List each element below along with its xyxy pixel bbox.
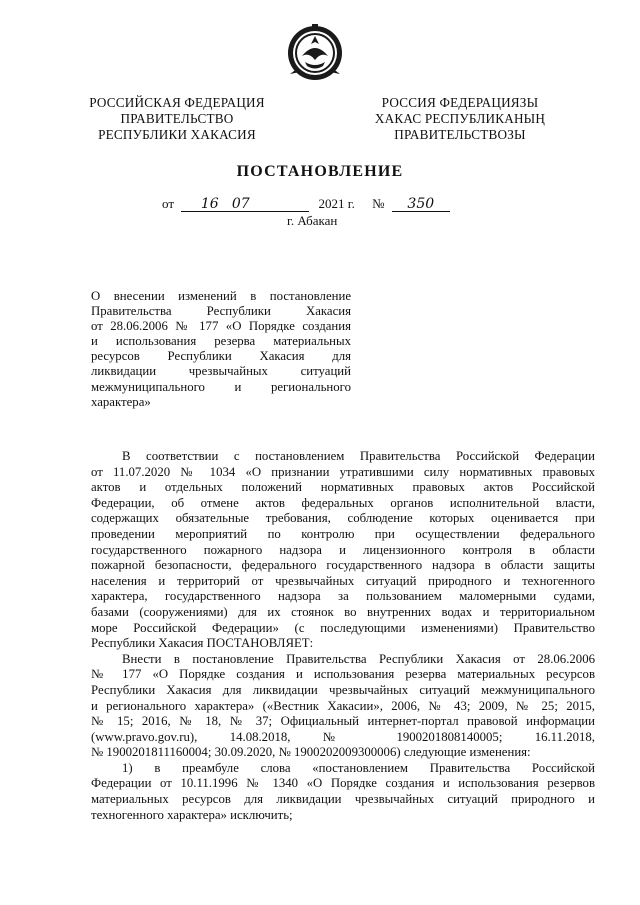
date-year: 2021 г. [318, 196, 355, 211]
number-sign: № [372, 196, 385, 211]
body-line: (www.pravo.gov.ru), 14.08.2018, № 1900201808140005; 16.11.2018, [91, 729, 595, 744]
subject-line: Правительства Республики Хакасия [91, 304, 351, 319]
body-line: 1) в преамбуле слова «постановлением Правительства Российской [122, 760, 595, 775]
header-right-line: ПРАВИТЕЛЬСТВОЗЫ [394, 127, 526, 142]
body-line: Республики Хакасия для ликвидации чрезвычайных ситуаций межмуниципального [91, 682, 595, 697]
header-right-line: РОССИЯ ФЕДЕРАЦИЯЗЫ [381, 95, 539, 110]
body-line: № 1900201811160004; 30.09.2020, № 1900202009300006) следующие изменения: [91, 745, 531, 760]
subject-line: характера» [91, 394, 151, 409]
body-line: актов и отдельных положений нормативных правовых актов Российской [91, 480, 595, 495]
body-line: материальных ресурсов для ликвидации чрезвычайных ситуаций природного и [91, 792, 595, 807]
header-left-line: РОССИЙСКАЯ ФЕДЕРАЦИЯ [89, 95, 265, 110]
date-day: 16 [200, 196, 219, 212]
subject-line: ресурсов Республики Хакасия для [91, 349, 351, 364]
body-line: населения и территорий от чрезвычайных ситуаций природного и техногенного [91, 573, 595, 588]
body-line: № 177 «О Порядке создания и использования резерва материальных ресурсов [91, 667, 595, 682]
body-line: Внести в постановление Правительства Республики Хакасия от 28.06.2006 [122, 651, 595, 666]
header-right-line: ХАКАС РЕСПУБЛИКАНЫҢ [374, 111, 546, 126]
subject-block [91, 289, 351, 410]
body-line: техногенного характера» исключить; [91, 807, 293, 822]
subject-line: ликвидации чрезвычайных ситуаций [91, 364, 351, 379]
header-left-block [78, 95, 276, 143]
date-underline-tail [269, 197, 309, 212]
header-right-block [360, 95, 560, 143]
body-line: Федерации, об отмене актов федеральных органов исполнительной власти, [91, 495, 595, 510]
coat-of-arms-emblem [286, 22, 344, 82]
body-text [91, 449, 595, 823]
body-line: базами (сооружениями) для их стоянок во внутренних водах и территориальном [91, 604, 595, 619]
date-month: 07 [231, 196, 250, 212]
body-line: проведении мероприятий по контролю при осуществлении федерального [91, 526, 595, 541]
body-line: Республики Хакасия ПОСТАНОВЛЯЕТ: [91, 636, 314, 651]
body-line: В соответствии с постановлением Правительства Российской Федерации [122, 449, 595, 463]
city-name: г. Абакан [287, 213, 338, 228]
subject-line: и использования резерва материальных [91, 334, 351, 349]
body-line: № 15; 2016, № 18, № 37; Официальный интернет-портал правовой информации [91, 714, 595, 729]
body-line: от 11.07.2020 № 1034 «О признании утратившими силу нормативных правовых [91, 464, 595, 479]
body-line: характера, государственного надзора за пользованием маломерными судами, [91, 589, 595, 604]
body-line: пожарной безопасности, федерального государственного надзора в области защиты [91, 558, 595, 573]
header-left-line: ПРАВИТЕЛЬСТВО [120, 111, 234, 126]
date-prefix: от [162, 196, 175, 211]
subject-line: межмуниципального и регионального [91, 379, 351, 394]
document-number: 350 [392, 197, 450, 212]
date-number-line [162, 196, 450, 212]
body-line: море Российской Федерации» (с последующими изменениями) Правительство [91, 620, 595, 635]
document-title: ПОСТАНОВЛЕНИЕ [236, 163, 404, 180]
body-line: государственного пожарного надзора и лицензионного контроля в области [91, 542, 595, 557]
body-line: содержащих обязательные требования, соблюдение которых оценивается при [91, 511, 595, 526]
header-left-line: РЕСПУБЛИКИ ХАКАСИЯ [98, 127, 256, 142]
body-line: и регионального характера» («Вестник Хакасии», 2006, № 43; 2009, № 25; 2015, [91, 698, 595, 713]
subject-line: О внесении изменений в постановление [91, 289, 351, 303]
body-line: Федерации от 10.11.1996 № 1340 «О Порядке создания и использования резервов [91, 776, 595, 791]
subject-line: от 28.06.2006 № 177 «О Порядке создания [91, 319, 351, 334]
date-day-month-field [181, 197, 269, 212]
